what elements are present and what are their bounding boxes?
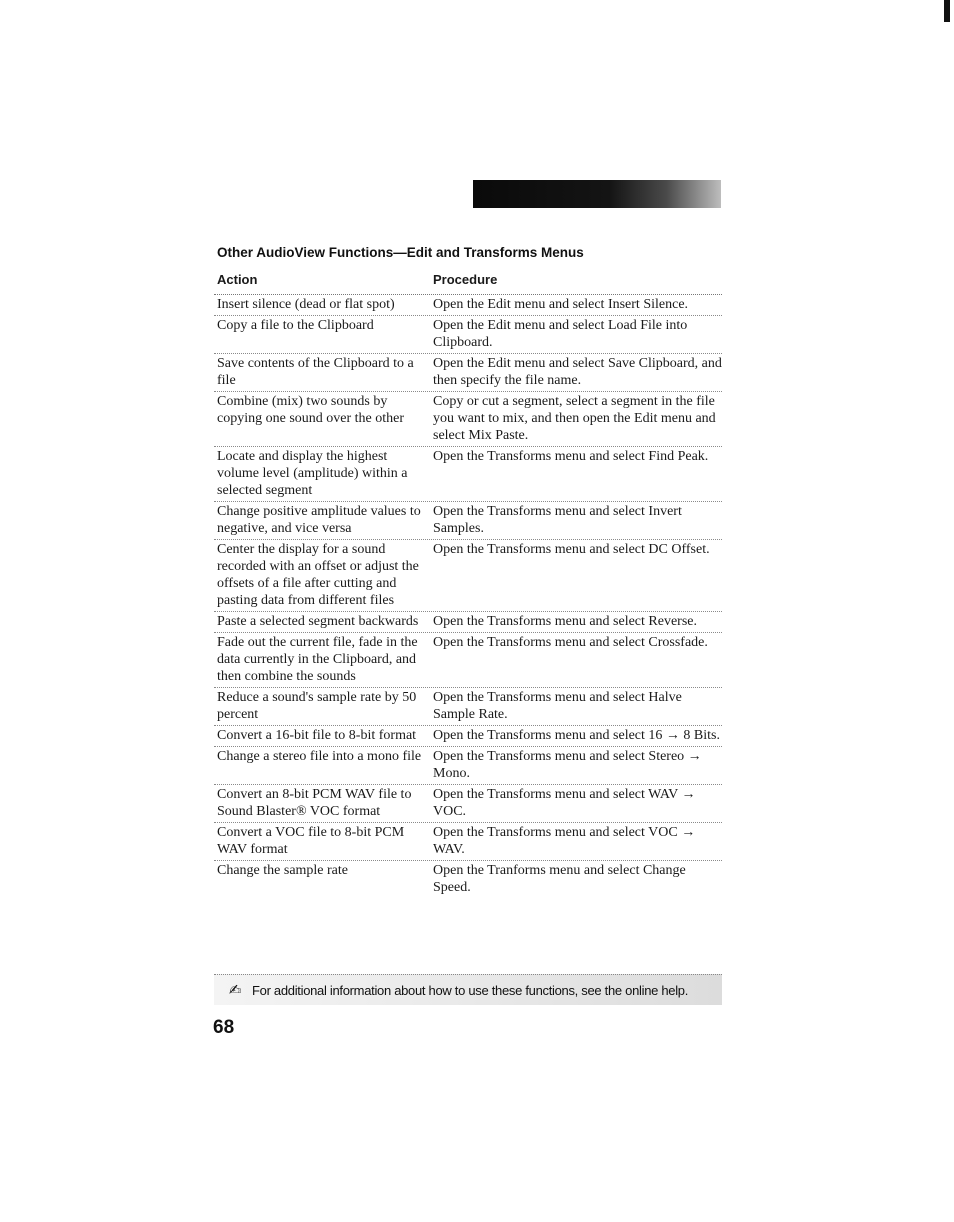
online-help-note — [214, 974, 722, 1005]
table-row — [214, 785, 722, 823]
table-header-row — [214, 272, 722, 295]
note-text: For additional information about how to use these functions, see the online help. — [252, 982, 689, 998]
table-row — [214, 447, 722, 502]
action-cell: Center the display for a sound recorded with an offset or adjust the offsets of a file after cutting and pasting data from different files — [217, 542, 419, 608]
pencil-hand-icon: ✍ — [228, 982, 242, 999]
table-row — [214, 726, 722, 747]
table-row — [214, 540, 722, 612]
action-cell: Change positive amplitude values to negative, and vice versa — [217, 504, 421, 536]
procedure-cell: Open the Transforms menu and select VOC → WAV. — [433, 825, 696, 857]
action-cell: Paste a selected segment backwards — [217, 614, 419, 629]
procedure-cell: Open the Transforms menu and select Invert Samples. — [433, 504, 682, 536]
action-cell: Copy a file to the Clipboard — [217, 318, 374, 333]
procedure-cell: Open the Transforms menu and select Reverse. — [433, 614, 697, 629]
table-row — [214, 316, 722, 354]
procedure-cell: Open the Transforms menu and select 16 → 8 Bits. — [433, 728, 720, 743]
action-cell: Change a stereo file into a mono file — [217, 749, 422, 764]
action-cell: Insert silence (dead or flat spot) — [217, 297, 395, 312]
table-row — [214, 295, 722, 316]
procedure-cell: Open the Transforms menu and select Find Peak. — [433, 449, 709, 464]
procedure-cell: Open the Tranforms menu and select Change Speed. — [433, 863, 686, 895]
table-row — [214, 392, 722, 447]
action-cell: Combine (mix) two sounds by copying one sound over the other — [217, 394, 405, 426]
header-action: Action — [217, 272, 258, 287]
header-procedure: Procedure — [433, 272, 498, 287]
procedure-cell: Open the Transforms menu and select Halve Sample Rate. — [433, 690, 682, 722]
procedure-cell: Open the Transforms menu and select Stereo → Mono. — [433, 749, 702, 781]
page-number: 68 — [213, 1017, 235, 1038]
table-row — [214, 861, 722, 898]
procedure-cell: Open the Transforms menu and select WAV → VOC. — [433, 787, 696, 819]
procedure-cell: Open the Edit menu and select Save Clipboard, and then specify the file name. — [433, 356, 722, 388]
page-edge-mark — [944, 0, 950, 22]
table-row — [214, 633, 722, 688]
section-header-band — [473, 180, 721, 208]
action-cell: Convert a 16-bit file to 8-bit format — [217, 728, 417, 743]
procedure-cell: Copy or cut a segment, select a segment in the file you want to mix, and then open the Edit menu and select Mix Paste. — [433, 394, 716, 443]
action-cell: Save contents of the Clipboard to a file — [217, 356, 414, 388]
procedure-cell: Open the Transforms menu and select DC Offset. — [433, 542, 710, 557]
action-cell: Convert an 8-bit PCM WAV file to Sound Blaster® VOC format — [217, 787, 412, 819]
table-body — [214, 295, 722, 898]
procedure-cell: Open the Edit menu and select Load File into Clipboard. — [433, 318, 688, 350]
action-cell: Convert a VOC file to 8-bit PCM WAV format — [217, 825, 405, 857]
action-cell: Change the sample rate — [217, 863, 349, 878]
action-cell: Locate and display the highest volume level (amplitude) within a selected segment — [217, 449, 408, 498]
table-row — [214, 823, 722, 861]
action-cell: Reduce a sound's sample rate by 50 percent — [217, 690, 417, 722]
table-row — [214, 612, 722, 633]
action-cell: Fade out the current file, fade in the data currently in the Clipboard, and then combine the sounds — [217, 635, 418, 684]
procedure-cell: Open the Edit menu and select Insert Silence. — [433, 297, 689, 312]
table-title: Other AudioView Functions—Edit and Transforms Menus — [217, 245, 584, 260]
procedure-cell: Open the Transforms menu and select Crossfade. — [433, 635, 708, 650]
table-row — [214, 354, 722, 392]
table-row — [214, 502, 722, 540]
table-row — [214, 688, 722, 726]
functions-table — [214, 272, 722, 898]
table-row — [214, 747, 722, 785]
